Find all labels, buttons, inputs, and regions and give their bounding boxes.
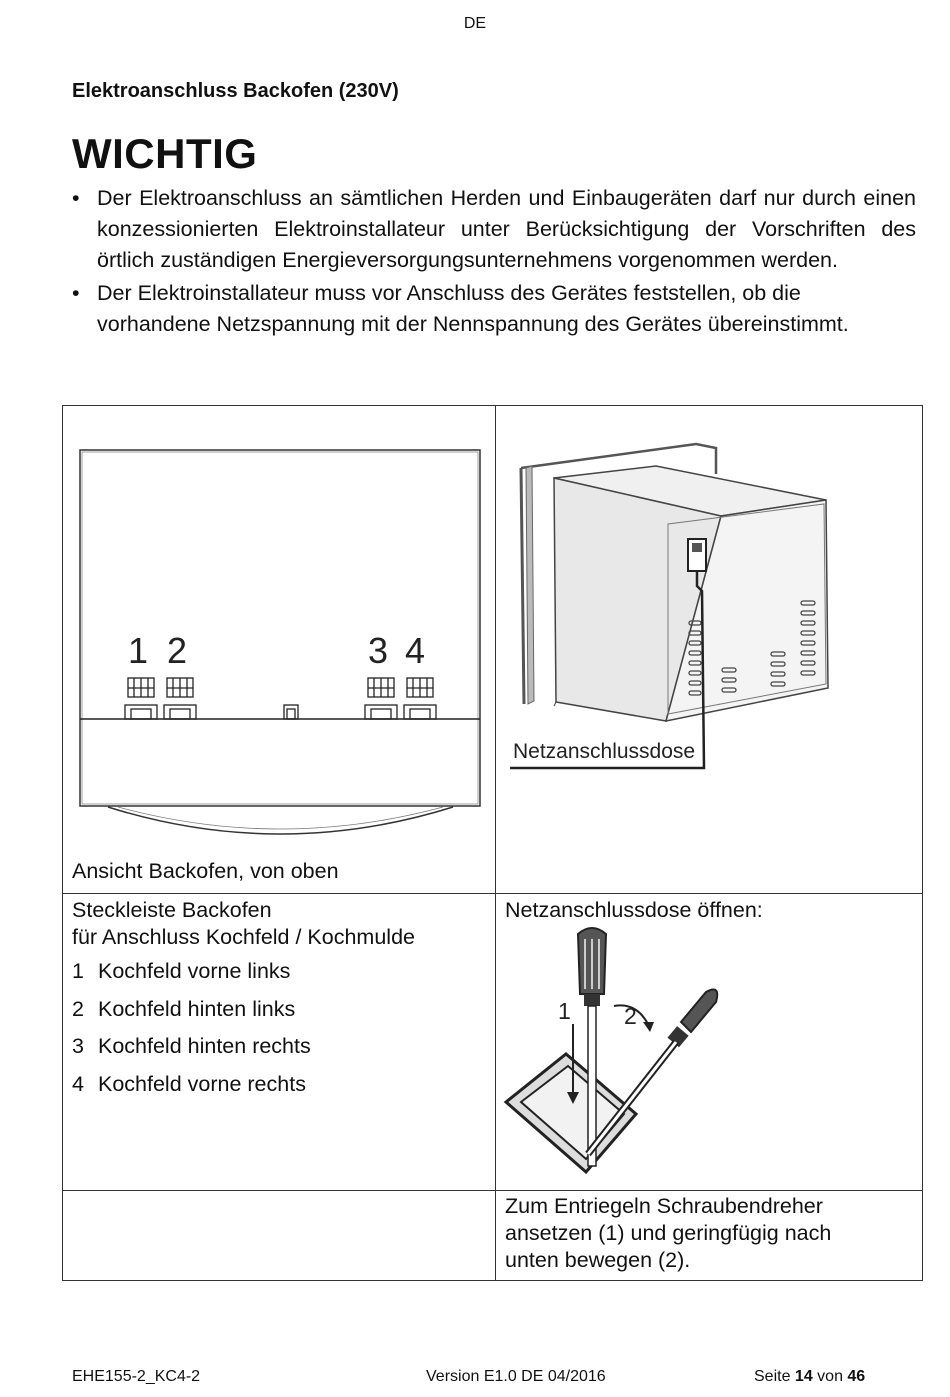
important-heading: WICHTIG (72, 130, 258, 177)
step-number-1: 1 (558, 998, 571, 1024)
top-view-cell (63, 406, 496, 894)
screwdriver-diagram (496, 924, 756, 1184)
footer-page-number: Seite 14 von 46 (754, 1368, 866, 1385)
terminal-position-list (72, 958, 311, 1108)
connection-table (62, 405, 923, 1281)
step-number-2: 2 (624, 1003, 637, 1029)
oven-back-view-cell (496, 406, 923, 894)
empty-cell (63, 1191, 496, 1281)
terminal-number-2: 2 (167, 630, 188, 671)
unlock-instruction: Zum Entriegeln Schraubendreher ansetzen (1) und geringfügig nach unten bewegen (2). (505, 1194, 832, 1272)
important-bullet-list (72, 183, 916, 342)
unlock-instruction-cell (496, 1191, 923, 1281)
open-socket-cell (496, 894, 923, 1191)
footer-doc-id: EHE155-2_KC4-2 (72, 1368, 201, 1385)
terminal-strip-cell (63, 894, 496, 1191)
section-title: Elektroanschluss Backofen (230V) (72, 80, 399, 102)
connector-plug-2 (164, 678, 196, 719)
top-view-caption: Ansicht Backofen, von oben (72, 859, 339, 883)
power-socket-label: Netzanschlussdose (513, 740, 696, 763)
terminal-number-4: 4 (405, 630, 426, 671)
connector-plug-1 (125, 678, 157, 719)
bullet-item (72, 183, 916, 276)
list-item: 1 Kochfeld vorne links (72, 959, 291, 983)
bullet-icon: • (72, 281, 80, 305)
language-code: DE (463, 15, 487, 32)
bullet-item (72, 278, 916, 340)
terminal-strip-subtitle: für Anschluss Kochfeld / Kochmulde (72, 925, 415, 949)
footer-version: Version E1.0 DE 04/2016 (426, 1368, 606, 1385)
terminal-strip-title (72, 897, 415, 951)
terminal-strip-title-line: Steckleiste Backofen (72, 898, 272, 922)
bullet-text: Der Elektroanschluss an sämtlichen Herden und Einbaugeräten darf nur durch einen konzessionierten Elektroinstallateur unter Berücksichtigung der Vorschriften des örtlich zuständigen Energieversorgungsunternehmens vorgenommen werden. (97, 186, 916, 272)
list-item: 2 Kochfeld hinten links (72, 996, 296, 1021)
list-item: 4 Kochfeld vorne rechts (72, 1071, 306, 1096)
screwdriver-2 (588, 990, 717, 1154)
connector-plug-4 (404, 678, 436, 719)
terminal-number-3: 3 (368, 630, 389, 671)
bullet-text: Der Elektroinstallateur muss vor Anschluss des Gerätes feststellen, ob die vorhandene Netzspannung mit der Nennspannung des Gerätes übereinstimmt. (97, 281, 849, 336)
list-item: 3 Kochfeld hinten rechts (72, 1034, 311, 1058)
open-socket-label: Netzanschlussdose öffnen: (505, 898, 763, 922)
connector-plug-3 (365, 678, 397, 719)
oven-back-view-diagram (496, 406, 924, 786)
center-terminal (284, 705, 298, 719)
oven-top-view-diagram (63, 406, 495, 846)
terminal-number-1: 1 (128, 630, 149, 671)
bullet-icon: • (72, 186, 80, 210)
